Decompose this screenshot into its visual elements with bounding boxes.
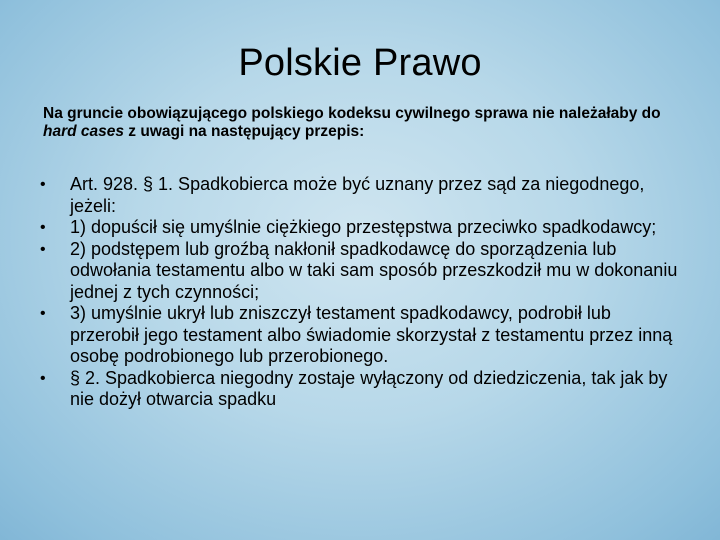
bullet-text: § 2. Spadkobierca niegodny zostaje wyłączony od dziedziczenia, tak jak by nie dożył otwarcia spadku [70, 367, 668, 409]
bullet-item [40, 368, 680, 411]
bullet-list [40, 174, 680, 411]
bullet-text: Art. 928. § 1. Spadkobierca może być uznany przez sąd za niegodnego, jeżeli: [70, 174, 645, 216]
bullet-icon: • [40, 240, 46, 258]
bullet-icon: • [40, 219, 46, 236]
bullet-item [40, 174, 680, 217]
intro-emphasis: hard cases [43, 123, 124, 140]
intro-text-before: Na gruncie obowiązującego polskiego kodeksu cywilnego sprawa nie należałaby do [43, 105, 661, 122]
bullet-item [40, 217, 680, 239]
intro-paragraph [43, 105, 683, 141]
bullet-text: 2) podstępem lub groźbą nakłonił spadkodawcę do sporządzenia lub odwołania testamentu albo w taki sam sposób przeszkodził mu w dokonaniu jednej z tych czynności; [70, 238, 678, 302]
bullet-text: 3) umyślnie ukrył lub zniszczył testament spadkodawcy, podrobił lub przerobił jego testament albo świadomie skorzystał z testamentu przez inną osobę podrobionego lub przerobionego. [70, 303, 673, 366]
bullet-item [40, 239, 680, 304]
bullet-item [40, 303, 680, 368]
slide-title: Polskie Prawo [238, 42, 482, 84]
bullet-icon: • [40, 369, 46, 387]
bullet-icon: • [40, 176, 46, 193]
bullet-text: 1) dopuścił się umyślnie ciężkiego przestępstwa przeciwko spadkodawcy; [70, 217, 657, 237]
bullet-icon: • [40, 305, 46, 322]
intro-text-after: z uwagi na następujący przepis: [124, 123, 365, 140]
